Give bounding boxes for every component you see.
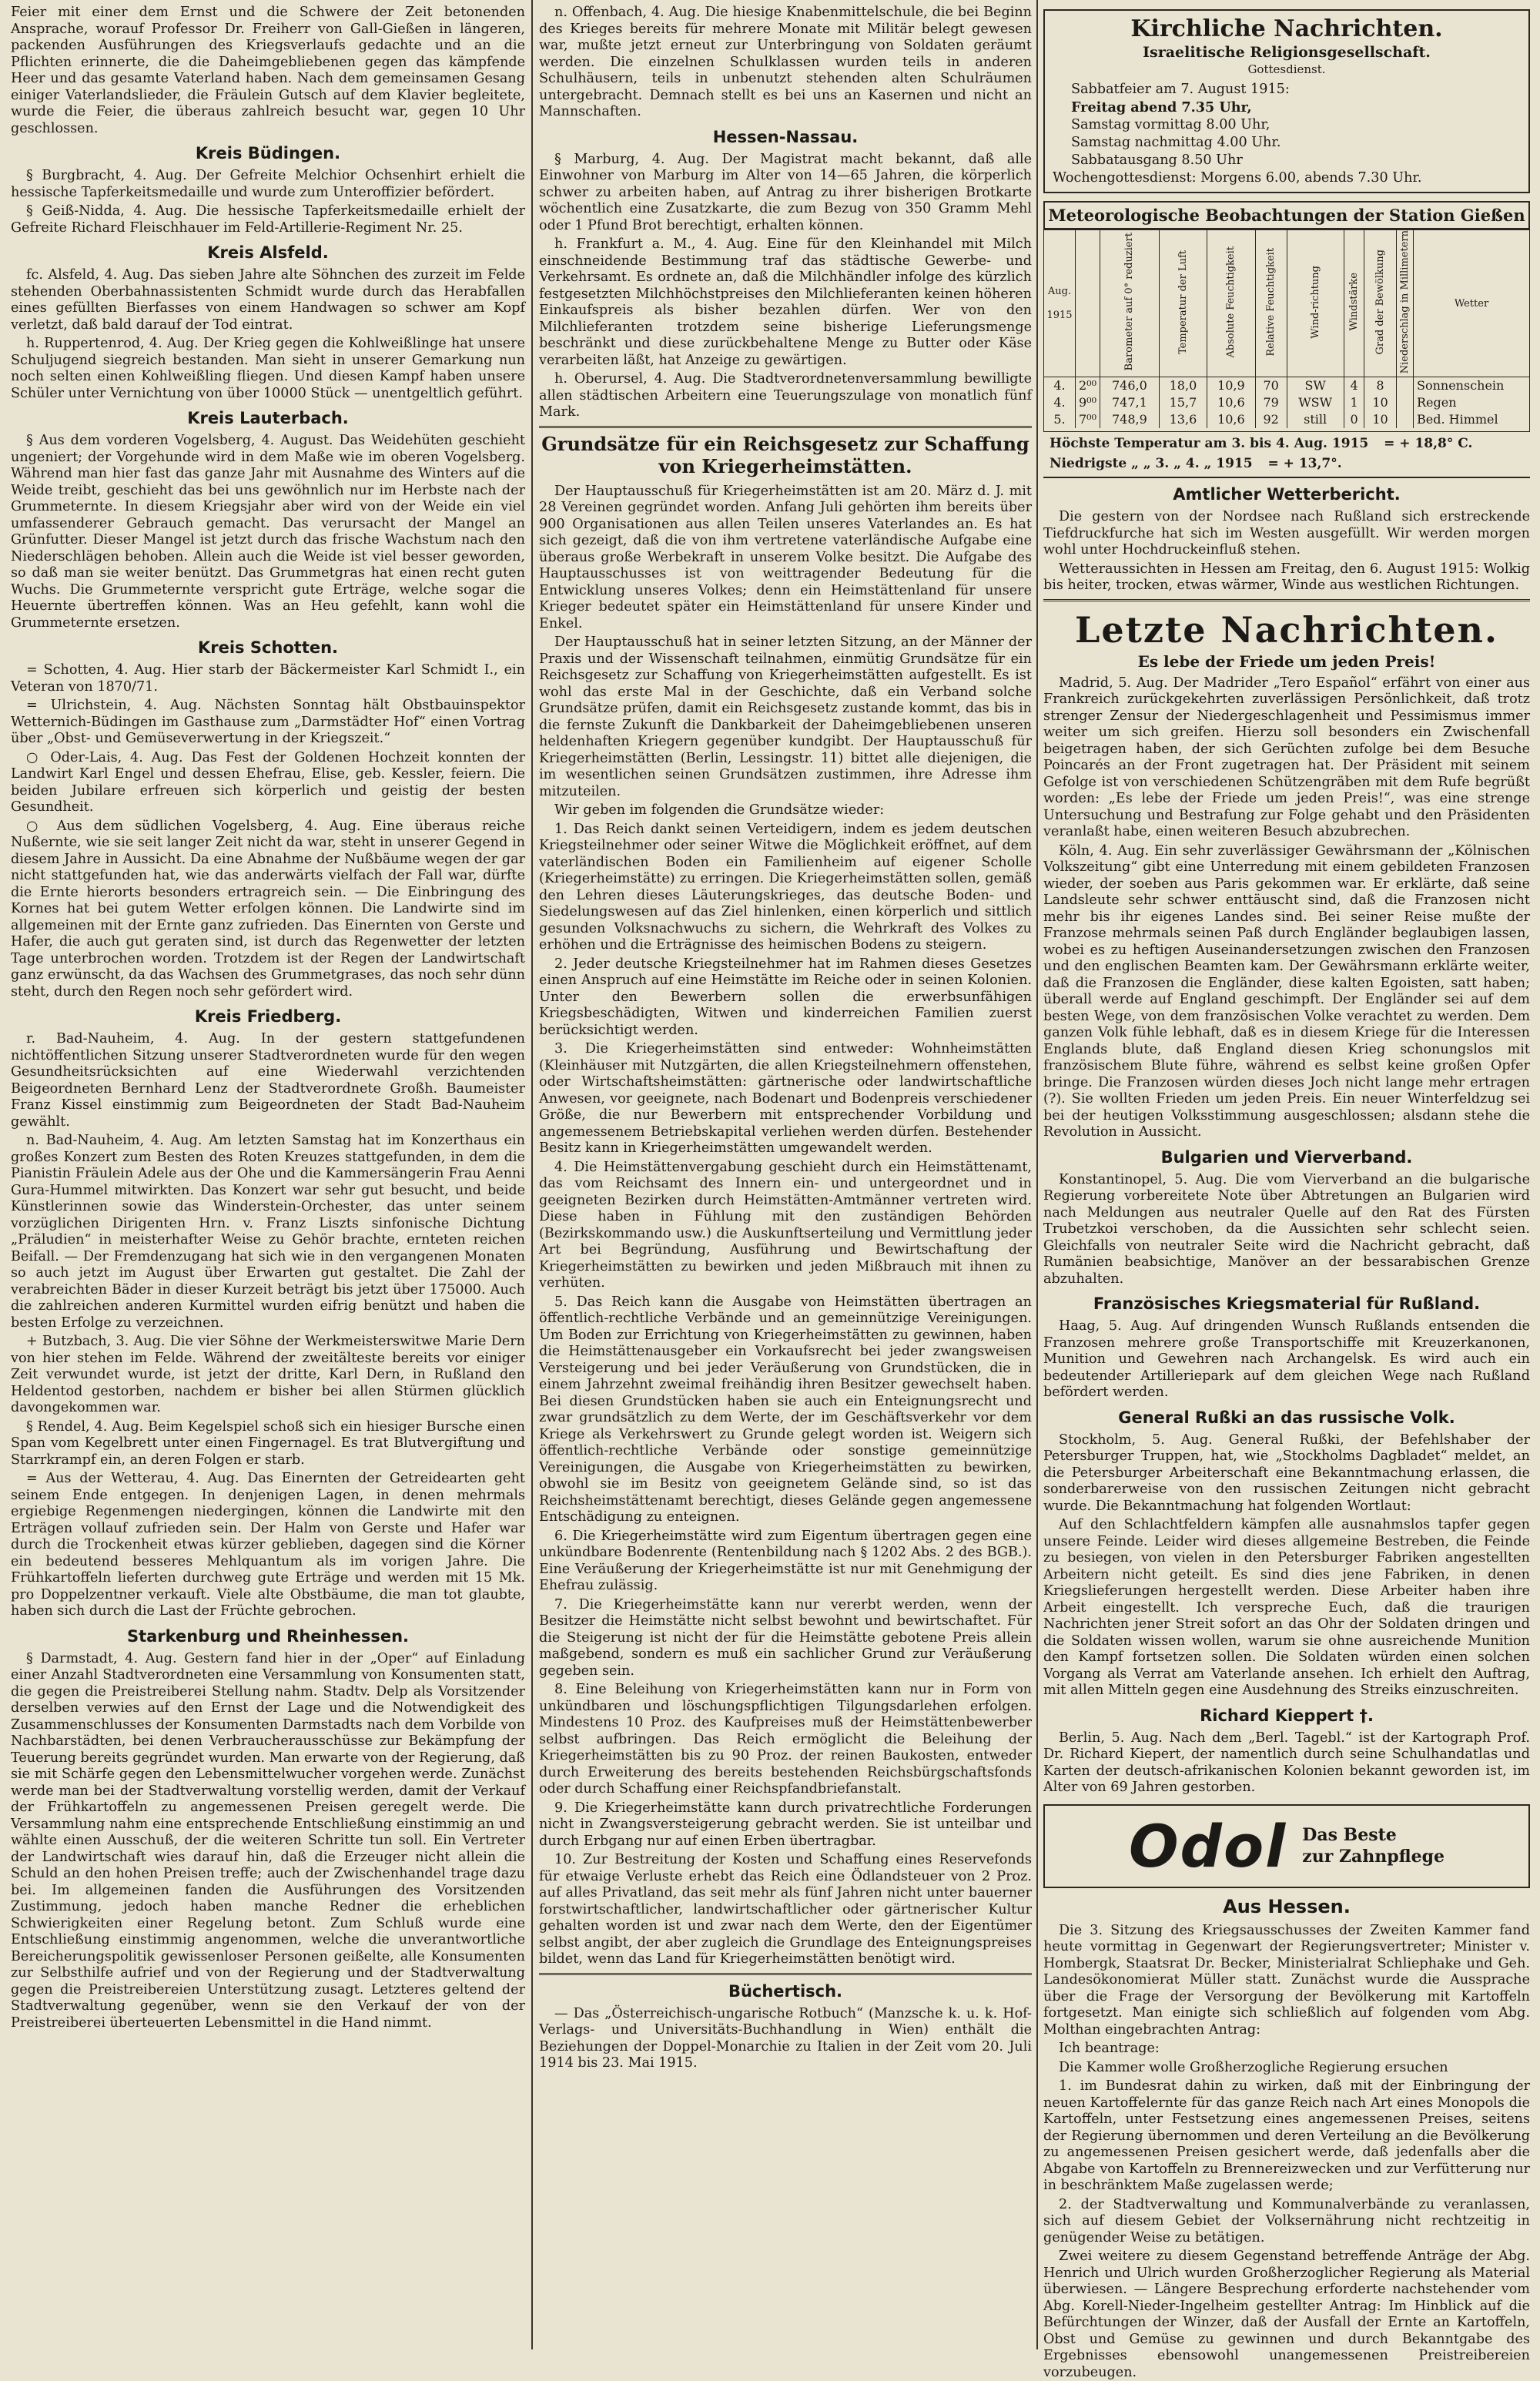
cell-wind-direction: WSW [1287, 394, 1344, 411]
list-item: 1. Das Reich dankt seinen Verteidigern, indem es jedem deutschen Kriegsteilnehmer oder seiner Witwe die Möglichkeit eröffnet, auf dem vaterländischen Boden ein Familienheim auf eigener Scholle (Kriegerheimstätte) zu erringen. Die Kriegerheimstätten sollen, gemäß den Lehren dieses Läuterungskrieges, das deutsche Boden- und Siedelungswesen auf das Ziel hinlenken, einen körperlich und sittlich gesunden Volksnachwuchs zu sichern, die Wehrkraft des Volkes zu erhöhen und die Erträgnisse des heimischen Bodens zu steigern. [539, 821, 1032, 953]
article-paragraph: § Geiß-Nidda, 4. Aug. Die hessische Tapferkeitsmedaille erhielt der Gefreite Richard Fleischhauer im Feld-Artillerie-Regiment Nr. 25. [11, 203, 525, 236]
list-item: 4. Die Heimstättenvergabung geschieht durch ein Heimstättenamt, das vom Reichsamt des Innern ein- und untergeordnet und in geeigneten Bezirken durch Heimstätten-Amtmänner vertreten wird. Diese haben in Fühlung mit den zuständigen Behörden (Bezirkskommando usw.) die Auskunftserteilung und Vermittlung jeder Art bei Begründung, Ausführung und Bewirtschaftung der Kriegerheimstätten zu bewirken und jeden Mißbrauch mit ihnen zu verhüten. [539, 1159, 1032, 1291]
header-year: 1915 [1046, 310, 1073, 322]
article-paragraph: = Aus der Wetterau, 4. Aug. Das Einernten der Getreidearten geht seinem Ende entgegen. In denjenigen Lagen, in denen mehrmals ergiebige Regenmengen niedergingen, können die Landwirte mit den Erträgen vollauf zufrieden sein. Der Halm von Gerste und Hafer war durch die Trockenheit etwas kürzer geblieben, dagegen sind die Körner ein bedeutend besseres Mehlquantum als im vorigen Jahre. Die Frühkartoffeln lieferten durchweg gute Erträge und werden mit 15 Mk. pro Doppelzentner verkauft. Viele alte Obstbäume, die man tot glaubte, haben sich durch die Last der Früchte gebrochen. [11, 1471, 525, 1619]
cell-precipitation [1396, 377, 1413, 395]
column-middle [539, 5, 1032, 2346]
cell-wind-direction: SW [1287, 377, 1344, 395]
cell-hour: 7⁰⁰ [1076, 411, 1100, 428]
article-paragraph: Zwei weitere zu diesem Gegenstand betreffende Anträge der Abg. Henrich und Ulrich wurden Großherzoglicher Regierung als Material überwiesen. — Längere Besprechung erforderte nachstehender vom Abg. Korell-Nieder-Ingelheim gestellter Antrag: Im Hinblick auf die Befürchtungen der Winzer, daß der Ausfall der Ernte an Kartoffeln, Obst und Gemüse zu gewinnen und durch Bekanntgabe des Ergebnisses ebensowohl unangemessenen Preistreibereien vorzubeugen. [1043, 2249, 1530, 2380]
cell-cloud-cover: 10 [1364, 411, 1396, 428]
section-heading: Kreis Friedberg. [194, 1007, 342, 1026]
header-cloud-cover: Grad der Bewölkung [1364, 230, 1396, 377]
header-weather: Wetter [1414, 230, 1530, 377]
article-paragraph: r. Bad-Nauheim, 4. Aug. In der gestern stattgefundenen nichtöffentlichen Sitzung unserer Stadtverordneten wurde für den wegen Gesundheitsrücksichten auf eine Wiederwahl verzichtenden Beigeordneten Bernhard Lenz der Stadtverordnete Großh. Baumeister Franz Kissel einstimmig zum Beigeordneten der Stadt Bad-Nauheim gewählt. [11, 1031, 525, 1130]
article-paragraph: § Darmstadt, 4. Aug. Gestern fand hier in der „Oper“ auf Einladung einer Anzahl Stadtverordneten eine Versammlung von Konsumenten statt, die gegen die Preistreiberei Stellung nahm. Stadtv. Delp als Vorsitzender derselben verwies auf den Ernst der Lage und die Notwendigkeit des Zusammenschlusses der Konsumenten Darmstadts nach dem Vorbilde von Nachbarstädten, bei denen Verbraucherausschüsse zur Bekämpfung der Teuerung bereits gegründet wurden. Man erwarte von der Regierung, daß sie mit Schärfe gegen den Lebensmittelwucher vorgehen werde. Zunächst werde man bei der Stadtverwaltung vorstellig werden, damit der Verkauf der Frühkartoffeln zu angemessenen Preisen geregelt werde. Die Versammlung nahm eine entsprechende Entschließung einstimmig an und wählte einen Ausschuß, der die weiteren Schritte tun soll. Ein Vertreter der Landwirtschaft wies darauf hin, daß die Erzeuger nicht allein die Schuld an den hohen Preisen treffe; auch der Zwischenhandel trage dazu bei. Im allgemeinen fanden die Ausführungen des Vorsitzenden Zustimmung, jedoch haben manche Redner die erheblichen Schwierigkeiten einer Regelung betont. Zum Schluß wurde eine Entschließung einstimmig angenommen, welche die unverantwortliche Bereicherungspolitik gewissenloser Personen geißelte, alle Konsumenten zur Selbsthilfe aufrief und von der Regierung und der Stadtverwaltung gegen die Preistreibereien Unterstützung zusagt. Letzteres geltend der Stadtverwaltung gegenüber, wenn sie den Verkauf der von der Preistreiberei überteuerten Lebensmittel in die Hand nimmt. [11, 1650, 526, 2031]
section-heading: Büchertisch. [728, 1981, 843, 2001]
cell-weather: Bed. Himmel [1414, 411, 1530, 428]
cell-temperature: 18,0 [1159, 377, 1207, 395]
article-paragraph: § Aus dem vorderen Vogelsberg, 4. August. Das Weidehüten geschieht ungeniert; der Vorgehunde wird in dem Maße wie im oberen Vogelsberg. Während man hier fast das ganze Jahr mit Ausnahme des Winters auf die Weide treibt, geschieht das bei uns gewöhnlich nur im Herbste nach der Grummeternte. In diesem Kriegsjahr aber wird von der Weide ein viel umfassenderer Gebrauch gemacht. Das verursacht der Mangel an Grünfutter. Dieser Mangel ist jetzt durch das frische Wachstum nach den Niederschlägen behoben. Allein auch die Weide ist viel besser geworden, so daß man sie weiter benützt. Das Grummetgras hat einen recht guten Wuchs. Die Grummeternte verspricht gute Erträge, welche sogar die Heuernte übertreffen können. Was an Heu gefehlt, kann wohl die Grummeternte ersetzen. [11, 433, 525, 631]
list-item: 5. Das Reich kann die Ausgabe von Heimstätten übertragen an öffentlich-rechtliche Verbände und an gemeinnützige Vereinigungen. Um Boden zur Errichtung von Kriegerheimstätten zu gewinnen, haben die Heimstättenausgeber ein Vorkaufsrecht bei jeder zwangsweisen Versteigerung und bei jeder Veräußerung von Grundstücken, die in einem Jahrzehnt zweimal freihändig ihren Besitzer gewechselt haben. Bei diesen Grundstücken haben sie auch ein Enteignungsrecht und zwar grundsätzlich zu dem Werte, der im Geschäftsverkehr vor dem Kriege als Verkehrswert zu Grunde gelegt worden ist. Weigern sich öffentlich-rechtliche Verbände oder sonstige gemeinnützige Vereinigungen, die Ausgabe von Kriegerheimstätten zu bewirken, obwohl sie im Besitz von geeignetem Gelände sind, so ist das Reichsheimstättenamt berechtigt, dieses Gelände gegen angemessene Entschädigung zu enteignen. [539, 1294, 1032, 1525]
header-absolute-humidity: Absolute Feuchtigkeit [1207, 230, 1255, 377]
section-heading: Französisches Kriegsmaterial für Rußland. [1093, 1294, 1481, 1314]
church-notices [1043, 9, 1530, 193]
article-paragraph: h. Oberursel, 4. Aug. Die Stadtverordnetenversammlung bewilligte allen städtischen Arbeitern eine Teuerungszulage von monatlich fünf Mark. [539, 371, 1032, 420]
section-heading: Kreis Schotten. [197, 638, 339, 657]
divider [539, 1973, 1032, 1975]
cell-absolute-humidity: 10,9 [1207, 377, 1255, 395]
article-paragraph: Stockholm, 5. Aug. General Rußki, der Befehlshaber der Petersburger Truppen, hat, wie „Stockholms Dagbladet“ meldet, an die Petersburger Arbeiterschaft eine Bekanntmachung erlassen, die sonderbarerweise von den russischen Zeitungen nicht gebracht wurde. Die Bekanntmachung hat folgenden Wortlaut: [1043, 1432, 1530, 1514]
odol-tagline-line: Das Beste [1302, 1825, 1397, 1846]
cell-day: 4. [1044, 377, 1076, 395]
column-rule [531, 0, 533, 2349]
article-paragraph: n. Offenbach, 4. Aug. Die hiesige Knabenmittelschule, die bei Beginn des Krieges bereits für mehrere Monate mit Militär belegt gewesen war, mußte jetzt erneut zur Unterbringung von Soldaten geräumt werden. Die einzelnen Schulklassen wurden teils in anderen Schulhäusern, teils in unbenutzt stehenden alten Schulräumen untergebracht. Demnach stellt es bei uns an Kasernen und nicht an Mannschaften. [539, 5, 1032, 119]
section-heading: Hessen-Nassau. [712, 127, 859, 146]
cell-weather: Regen [1414, 394, 1530, 411]
temperature-max [1043, 432, 1530, 452]
header-aug: Aug. [1047, 286, 1072, 298]
temperature-min [1043, 452, 1530, 472]
section-heading: Richard Kieppert †. [1200, 1706, 1374, 1725]
header-relative-humidity: Relative Feuchtigkeit [1255, 230, 1287, 377]
odol-advertisement [1043, 1804, 1530, 1888]
list-item: 6. Die Kriegerheimstätte wird zum Eigentum übertragen gegen eine unkündbare Bodenrente (Rentenbildung nach § 1202 Abs. 2 des BGB.). Eine Veräußerung der Kriegerheimstätte ist nur mit Genehmigung der Ehefrau zulässig. [539, 1528, 1032, 1593]
header-temperature: Temperatur der Luft [1159, 230, 1207, 377]
article-paragraph: § Burgbracht, 4. Aug. Der Gefreite Melchior Ochsenhirt erhielt die hessische Tapferkeitsmedaille und wurde zum Unteroffizier befördert. [11, 168, 525, 200]
section-heading: Bulgarien und Vierverband. [1160, 1147, 1413, 1167]
article-paragraph: § Marburg, 4. Aug. Der Magistrat macht bekannt, daß alle Einwohner von Marburg im Alter von 14—65 Jahren, die körperlich schwer zu arbeiten haben, auf Antrag zu ihrer bisherigen Brotkarte wöchentlich eine Zusatzkarte, die zum Bezug von 350 Gramm Mehl oder 1 Pfund Brot berechtigt, erhalten können. [539, 151, 1032, 233]
list-item: 7. Die Kriegerheimstätte kann nur vererbt werden, wenn der Besitzer die Heimstätte nicht selbst bewohnt und bewirtschaftet. Für die Steigerung ist nicht der für die Heimstätte gebotene Preis allein maßgebend, sondern es muß ein sachlicher Grund zur Veräußerung gegeben sein. [539, 1596, 1032, 1679]
article-paragraph: Wir geben im folgenden die Grundsätze wieder: [554, 802, 885, 818]
article-paragraph: ○ Aus dem südlichen Vogelsberg, 4. Aug. Eine überaus reiche Nußernte, wie sie seit langer Zeit nicht da war, steht in unserer Gegend in diesem Jahre in Aussicht. Da eine Abnahme der Nußbäume wegen der gar nicht stattgefunden hat, wie das anderwärts vielfach der Fall war, dürfte die Ernte hierorts besonders ertragreich sein. — Die Einbringung des Kornes hat bei gutem Wetter erfolgen können. Die Landwirte sind im allgemeinen mit der Ernte ganz zufrieden. Das Einernten von Gerste und Hafer, die auch gut geraten sind, ist durch das Regenwetter der letzten Tage unterbrochen worden. Trotzdem ist der Regen der Landwirtschaft ganz erwünscht, da das Wachsen des Grummetgrases, das noch sehr dünn steht, durch den Regen noch sehr gefördert wird. [11, 818, 525, 1000]
article-paragraph: Auf den Schlachtfeldern kämpfen alle ausnahmslos tapfer gegen unsere Feinde. Leider wird dieses allgemeine Bestreben, die Feinde zu besiegen, von vielen in den Petersburger Fabriken angestellten Arbeitern nicht geteilt. Es sind dies jene Fabriken, in denen Kriegslieferungen hergestellt werden. Diese Arbeiter haben ihre Arbeit eingestellt. Ich verspreche Euch, daß die traurigen Nachrichten jener Streit sofort an das Ohr der Soldaten dringen und die Soldaten wissen wollen, warum sie ohne ausreichende Munition den Kampf fortsetzen sollen. Die Soldaten würden einen solchen Vorgang als Verrat am Vaterlande ansehen. Ich erhielt den Auftrag, mit allen Mitteln gegen eine Ausdehnung des Streiks einzuschreiten. [1043, 1517, 1530, 1699]
section-heading: General Rußki an das russische Volk. [1118, 1408, 1455, 1427]
min-value: = + 13,7°. [1267, 456, 1342, 472]
cell-wind-strength: 1 [1344, 394, 1364, 411]
column-right [1043, 5, 1530, 2380]
service-time: Wochengottesdienst: Morgens 6.00, abends 7.30 Uhr. [1053, 170, 1422, 186]
service-time: Samstag nachmittag 4.00 Uhr. [1071, 135, 1281, 150]
latest-news-title: Letzte Nachrichten. [1075, 608, 1498, 651]
header-precipitation: Niederschlag in Millimetern [1396, 230, 1413, 377]
church-notices-title: Kirchliche Nachrichten. [1130, 15, 1443, 42]
article-paragraph: Der Hauptausschuß für Kriegerheimstätten ist am 20. März d. J. mit 28 Vereinen gegründet worden. Anfang Juli gehörten ihm bereits über 900 Organisationen aus allen Teilen unseres Vaterlandes an. Es hat sich gezeigt, daß die von ihm vertretene vaterländische Aufgabe eine überaus große Werbekraft in unserem Volke besitzt. Die Aufgabe des Hauptausschusses ist von weittragender Bedeutung für die Entwicklung unseres Volkes; denn ein Heimstättenland für unsere Krieger bedeutet später ein Heimstättenland für unsere Kinder und Enkel. [539, 483, 1032, 631]
weather-row [1044, 411, 1530, 428]
odol-tagline-line: zur Zahnpflege [1302, 1847, 1445, 1867]
weather-table-title: Meteorologische Beobachtungen der Station Gießen [1043, 201, 1530, 229]
odol-tagline [1302, 1824, 1445, 1867]
cell-barometer: 748,9 [1100, 411, 1160, 428]
article-paragraph: Konstantinopel, 5. Aug. Die vom Vierverband an die bulgarische Regierung vorbereitete Note über Abtretungen an Bulgarien wird nach Meldungen aus neutraler Quelle auf den Rat des Fürsten Trubetzkoi verschoben, da die Aussichten sehr schlecht seien. Gleichfalls von neutraler Seite wird die Nachricht gebracht, daß Rumänien beabsichtige, Manöver an der bessarabischen Grenze abzuhalten. [1043, 1171, 1530, 1287]
church-notices-subtitle: Israelitische Religionsgesellschaft. [1143, 44, 1431, 61]
cell-weather: Sonnenschein [1414, 377, 1530, 395]
article-paragraph: fc. Alsfeld, 4. Aug. Das sieben Jahre alte Söhnchen des zurzeit im Felde stehenden Oberbahnassistenten Schmidt wurde durch das Herabfallen eines gefüllten Bierfasses von einem Handwagen so schwer am Kopf verletzt, daß bald darauf der Tod eintrat. [11, 267, 525, 333]
max-value: = + 18,8° C. [1384, 436, 1473, 452]
article-paragraph: Madrid, 5. Aug. Der Madrider „Tero Español“ erfährt von einer aus Frankreich zurückgekehrten zuverlässigen Persönlichkeit, daß trotz strenger Zensur der Niedergeschlagenheit und Pessimismus immer weiter um sich greifen. Hierzu soll besonders ein Zwischenfall beigetragen haben, der sich Gerüchten zufolge bei dem Besuche Poincarés an der Front zugetragen hat. Der Präsident mit seinem Gefolge ist von verschiedenen Schützengräben mit dem Rufe begrüßt worden: „Es lebe der Friede um jeden Preis!“, was eine strenge Untersuchung und Bestrafung zur Folge gehabt und den Präsidenten veranlaßt habe, einen weiteren Besuch abzubrechen. [1043, 675, 1530, 840]
church-notices-caption: Gottesdienst. [1247, 62, 1326, 76]
article-paragraph: Die Kammer wolle Großherzogliche Regierung ersuchen [1059, 2059, 1448, 2075]
article-paragraph: — Das „Österreichisch-ungarische Rotbuch“ (Manzsche k. u. k. Hof-Verlags- und Universitäts-Buchhandlung in Wien) enthält die Beziehungen der Doppel-Monarchie zu Italien in der Zeit vom 20. Juli 1914 bis 23. Mai 1915. [539, 2005, 1032, 2071]
article-headline: Grundsätze für ein Reichsgesetz zur Schaffung von Kriegerheimstätten. [541, 432, 1029, 477]
column-left [11, 5, 525, 2346]
list-item: 1. im Bundesrat dahin zu wirken, daß mit der Einbringung der neuen Kartoffelernte für das ganze Reich nach Art eines Monopols die Kartoffeln, unter Festsetzung eines angemessenen Preises, seitens der Regierung übernommen und deren Verteilung an die Bevölkerung zu angemessenen Preisen gesichert werde, daß jedenfalls aber die Abgabe von Kartoffeln zu Brennereizwecken und zur Verfütterung nur in beschränktem Maße zugelassen werde; [1043, 2078, 1530, 2194]
cell-temperature: 13,6 [1159, 411, 1207, 428]
article-paragraph: Köln, 4. Aug. Ein sehr zuverlässiger Gewährsmann der „Kölnischen Volkszeitung“ gibt eine Unterredung mit einem gebildeten Franzosen wieder, der soeben aus Paris gekommen war. Er erklärte, daß seine Landsleute sehr schwer enttäuscht sind, daß die Franzosen nicht mehr bis ihr eigenes Landes sind. Bei seiner Reise mußte der Franzose mehrmals seinen Paß durch Engländer beglaubigen lassen, wobei es zu heftigen Auseinandersetzungen zwischen den Franzosen und den englischen Beamten kam. Der Gewährsmann erklärte weiter, daß die Franzosen die Engländer, diese kalten Egoisten, satt haben; überall werde auf England geschimpft. Der Engländer sei auf dem besten Wege, von dem französischen Volke verachtet zu werden. Dem ganzen Volk fühle lebhaft, daß es in diesem Kriege für die Interessen Englands blute, daß England diesen Krieg schonungslos mit französischem Blute führe, während es selbst keine großen Opfer bringe. Die Franzosen würden dieses Joch nicht lange mehr ertragen (?). Sie wollten Frieden um jeden Preis. Ein neuer Winterfeldzug sei bei der heutigen Volksstimmung ausgeschlossen; alsdann stehe die Revolution in Aussicht. [1043, 842, 1530, 1140]
column-rule [1036, 0, 1038, 2349]
cell-absolute-humidity: 10,6 [1207, 394, 1255, 411]
divider [539, 426, 1032, 428]
header-wind-strength: Windstärke [1344, 230, 1364, 377]
article-paragraph: ○ Oder-Lais, 4. Aug. Das Fest der Goldenen Hochzeit konnten der Landwirt Karl Engel und dessen Ehefrau, Elise, geb. Kessler, feiern. Die beiden Jubilare erfreuen sich körperlich und geistig der besten Gesundheit. [11, 749, 525, 815]
header-barometer: Barometer auf 0° reduziert [1100, 230, 1160, 377]
article-paragraph: h. Ruppertenrod, 4. Aug. Der Krieg gegen die Kohlweißlinge hat unsere Schuljugend siegreich bestanden. Man sieht in unserer Gemarkung nun noch selten einen Kohlweißling fliegen. Und diesen Kampf haben unsere Schüler unter Vernichtung von über 10000 Stück — unentgeltlich geführt. [11, 336, 525, 401]
cell-absolute-humidity: 10,6 [1207, 411, 1255, 428]
section-heading: Aus Hessen. [1223, 1895, 1351, 1917]
cell-barometer: 747,1 [1100, 394, 1160, 411]
section-heading: Kreis Lauterbach. [187, 409, 349, 427]
article-paragraph: Ich beantrage: [1059, 2041, 1160, 2057]
article-paragraph: Haag, 5. Aug. Auf dringenden Wunsch Rußlands entsenden die Franzosen mehrere große Transportschiffe mit Kreuzerkanonen, Munition und Gewehren nach Archangelsk. Es wird auch ein bedeutender Artilleriepark auf dem gleichen Wege nach Rußland befördert werden. [1043, 1318, 1530, 1401]
latest-news-subtitle: Es lebe der Friede um jeden Preis! [1137, 651, 1436, 671]
cell-temperature: 15,7 [1159, 394, 1207, 411]
cell-wind-direction: still [1287, 411, 1344, 428]
article-paragraph: Der Hauptausschuß hat in seiner letzten Sitzung, an der Männer der Praxis und der Wissenschaft teilnahmen, einmütig Grundsätze für ein Reichsgesetz zur Schaffung von Kriegerheimstätten aufgestellt. Es ist wohl das erste Mal in der Geschichte, daß ein Verband solche Grundsätze prüfen, damit ein Reichsgesetz zustande kommt, das bis in die fernste Zukunft die Dankbarkeit der Daheimgebliebenen unseren heldenhaften Kriegern gegenüber kundgibt. Der Hauptausschuß für Kriegerheimstätten (Berlin, Lessingstr. 11) bittet alle diejenigen, die im wesentlichen seinen Grundsätzen zustimmen, ihre Adresse ihm mitzuteilen. [539, 635, 1032, 799]
max-label: Höchste Temperatur am 3. bis 4. Aug. 1915 [1050, 436, 1369, 452]
section-heading: Amtlicher Wetterbericht. [1173, 485, 1401, 504]
article-paragraph: n. Bad-Nauheim, 4. Aug. Am letzten Samstag hat im Konzerthaus ein großes Konzert zum Besten des Roten Kreuzes stattgefunden, in dem die Pianistin Fräulein Adele aus der Ohe und die Kammersängerin Frau Aenni Gura-Hummel mitwirkten. Das Konzert war sehr gut besucht, und beide Künstlerinnen sowie das Winderstein-Orchester, das unter seinem vorzüglichen Dirigenten Hrn. v. Franz Liszts sinfonische Dichtung „Präludien“ in meisterhafter Weise zu Gehör brachte, ernteten reichen Beifall. — Der Fremdenzugang hat sich wie in den vergangenen Monaten so auch jetzt im August über Erwarten gut gestaltet. Die Zahl der verabreichten Bäder in dieser Kurzeit beträgt bis jetzt über 175000. Auch die zahlreichen anderen Kurmittel wurden eifrig benützt und haben die besten Erfolge zu verzeichnen. [11, 1133, 525, 1331]
cell-precipitation [1396, 411, 1413, 428]
cell-wind-strength: 4 [1344, 377, 1364, 395]
section-heading: Kreis Büdingen. [195, 144, 341, 162]
weather-row [1044, 394, 1530, 411]
cell-wind-strength: 0 [1344, 411, 1364, 428]
article-paragraph: Berlin, 5. Aug. Nach dem „Berl. Tagebl.“ ist der Kartograph Prof. Dr. Richard Kiepert, der namentlich durch seine Schulhandatlas und Karten der deutsch-afrikanischen Kolonien bekannt geworden ist, im Alter von 69 Jahren gestorben. [1043, 1730, 1530, 1796]
list-item: 3. Die Kriegerheimstätten sind entweder: Wohnheimstätten (Kleinhäuser mit Nutzgärten, die allen Kriegsteilnehmern offenstehen, oder Wirtschaftsheimstätten: gärtnerische oder landwirtschaftliche Anwesen, vor geeignete, nach Bodenart und Bodenpreis verschiedener Größe, die nur Bewerbern mit entsprechender Vorbildung und angemessenem Betriebskapital verliehen werden dürfen. Bestehender Besitz kann in Kriegerheimstätten umgewandelt werden. [539, 1041, 1032, 1156]
odol-logo: Odol [1128, 1811, 1287, 1880]
cell-barometer: 746,0 [1100, 377, 1160, 395]
header-hour [1076, 230, 1100, 377]
cell-precipitation [1396, 394, 1413, 411]
cell-day: 4. [1044, 394, 1076, 411]
min-label: Niedrigste „ „ 3. „ 4. „ 1915 [1050, 456, 1253, 472]
list-item: 2. Jeder deutsche Kriegsteilnehmer hat im Rahmen dieses Gesetzes einen Anspruch auf eine Heimstätte im Reiche oder in seinen Kolonien. Unter den Bewerbern sollen die erwerbsunfähigen Kriegsbeschädigten, Witwen und kinderreichen Familien zuerst berücksichtigt werden. [539, 956, 1032, 1038]
list-item: 10. Zur Bestreitung der Kosten und Schaffung eines Reservefonds für etwaige Verluste erhebt das Reich eine Ödlandsteuer von 2 Proz. auf alles Privatland, das seit mehr als fünf Jahren nicht unter bauerner forstwirtschaftlicher, landwirtschaftlicher oder gärtnerischer Kultur gehalten worden ist und zwar nach dem Werte, den der Eigentümer selbst angibt, der aber zugleich die Grundlage des Enteignungspreises bildet, wenn das Land für Kriegerheimstätten benötigt wird. [539, 1852, 1032, 1967]
article-paragraph: Die gestern von der Nordsee nach Rußland sich erstreckende Tiefdruckfurche hat sich im Westen ausgefüllt. Wir werden morgen wohl unter Hochdruckeinfluß stehen. [1043, 509, 1530, 558]
article-paragraph: = Ulrichstein, 4. Aug. Nächsten Sonntag hält Obstbauinspektor Wetternich-Büdingen im Gasthause zum „Darmstädter Hof“ einen Vortrag über „Obst- und Gemüseverwertung in der Kriegszeit.“ [11, 698, 525, 746]
service-time: Sabbatfeier am 7. August 1915: [1071, 82, 1290, 97]
cell-relative-humidity: 79 [1255, 394, 1287, 411]
cell-relative-humidity: 70 [1255, 377, 1287, 395]
article-paragraph: = Schotten, 4. Aug. Hier starb der Bäckermeister Karl Schmidt I., ein Veteran von 1870/71. [11, 662, 525, 695]
list-item: 8. Eine Beleihung von Kriegerheimstätten kann nur in Form von unkündbaren und löschungspflichtigen Tilgungsdarlehen erfolgen. Mindestens 10 Proz. des Kaufpreises muß der Heimstättenbewerber selbst aufbringen. Das Reich ermöglicht die Beleihung der Kriegerheimstätten bis zu 90 Proz. der reinen Baukosten, entweder durch Erweiterung des bereits bestehenden Reichsbürgschaftsfonds oder durch Schaffung einer Reichspfandbriefanstalt. [539, 1682, 1032, 1797]
list-item: 2. der Stadtverwaltung und Kommunalverbände zu veranlassen, sich auf diesem Gebiet der Volksernährung nicht rechtzeitig in genügender Weise zu betätigen. [1043, 2196, 1530, 2245]
header-date [1044, 230, 1076, 377]
article-paragraph: h. Frankfurt a. M., 4. Aug. Eine für den Kleinhandel mit Milch einschneidende Bestimmung traf das städtische Gewerbe- und Verkehrsamt. Es ordnete an, daß die Milchhändler infolge des kürzlich festgesetzten Milchhöchstpreises den Milchlieferanten keinen höheren Einkaufspreis als bisher bezahlen dürfen. Wer von den Milchlieferanten trotzdem seine bisherige Lieferungsmenge beschränkt und diese zurückbehaltene Menge zu Butter oder Käse verarbeiten läßt, hat Anzeige zu gewärtigen. [539, 236, 1032, 368]
service-time: Samstag vormittag 8.00 Uhr, [1071, 117, 1270, 132]
article-paragraph: + Butzbach, 3. Aug. Die vier Söhne der Werkmeisterswitwe Marie Dern von hier stehen im Felde. Während der zweitälteste bereits vor einiger Zeit verwundet wurde, ist jetzt der dritte, Karl Dern, in Rußland den Heldentod gestorben, nachdem er bisher bei allen Stürmen glücklich davongekommen war. [11, 1334, 525, 1415]
divider [1043, 599, 1530, 601]
cell-hour: 2⁰⁰ [1076, 377, 1100, 395]
article-paragraph: Wetteraussichten in Hessen am Freitag, den 6. August 1915: Wolkig bis heiter, trocken, etwas wärmer, Winde aus westlichen Richtungen. [1043, 561, 1530, 594]
article-paragraph: § Rendel, 4. Aug. Beim Kegelspiel schoß sich ein hiesiger Bursche einen Span vom Kegelbrett unter einen Fingernagel. Es trat Blutvergiftung und Starrkrampf ein, an deren Folgen er starb. [11, 1418, 525, 1468]
section-heading: Starkenburg und Rheinhessen. [126, 1626, 410, 1646]
service-time: Freitag abend 7.35 Uhr, [1071, 99, 1252, 116]
weather-row [1044, 377, 1530, 395]
cell-hour: 9⁰⁰ [1076, 394, 1100, 411]
section-heading: Kreis Alsfeld. [207, 243, 329, 262]
service-time: Sabbatausgang 8.50 Uhr [1071, 152, 1243, 168]
article-paragraph: Feier mit einer dem Ernst und die Schwere der Zeit betonenden Ansprache, worauf Professor Dr. Freiherr von Gall-Gießen in längeren, packenden Ausführungen des Kriegsverlaufs gedachte und an die Pflichten erinnerte, die die Daheimgebliebenen gegen das kämpfende Heer und das gesamte Vaterland haben. Nach dem gemeinsamen Gesang einiger Vaterlandslieder, die Fräulein Gutsch auf dem Klavier begleitete, wurde die Feier, die überaus zahlreich besucht war, gegen 10 Uhr geschlossen. [11, 5, 525, 136]
cell-cloud-cover: 8 [1364, 377, 1396, 395]
header-wind-direction: Wind-richtung [1287, 230, 1344, 377]
divider [1043, 477, 1530, 478]
article-paragraph: Die 3. Sitzung des Kriegsausschusses der Zweiten Kammer fand heute vormittag in Gegenwart der Regierungsvertreter; Minister v. Hombergk, Staatsrat Dr. Becker, Ministerialrat Schliephake und Geh. Landesökonomierat Müller statt. Zunächst wurde die Aussprache über die Frage der Versorgung der Bevölkerung mit Kartoffeln fortgesetzt. Man einigte sich schließlich auf folgenden vom Abg. Molthan eingebrachten Antrag: [1043, 1922, 1530, 2038]
cell-day: 5. [1044, 411, 1076, 428]
cell-relative-humidity: 92 [1255, 411, 1287, 428]
cell-cloud-cover: 10 [1364, 394, 1396, 411]
weather-table [1043, 229, 1530, 432]
list-item: 9. Die Kriegerheimstätte kann durch privatrechtliche Forderungen nicht in Zwangsversteigerung gebracht werden. Sie ist unteilbar und durch Erbgang nur auf einen Erben übertragbar. [539, 1800, 1032, 1849]
